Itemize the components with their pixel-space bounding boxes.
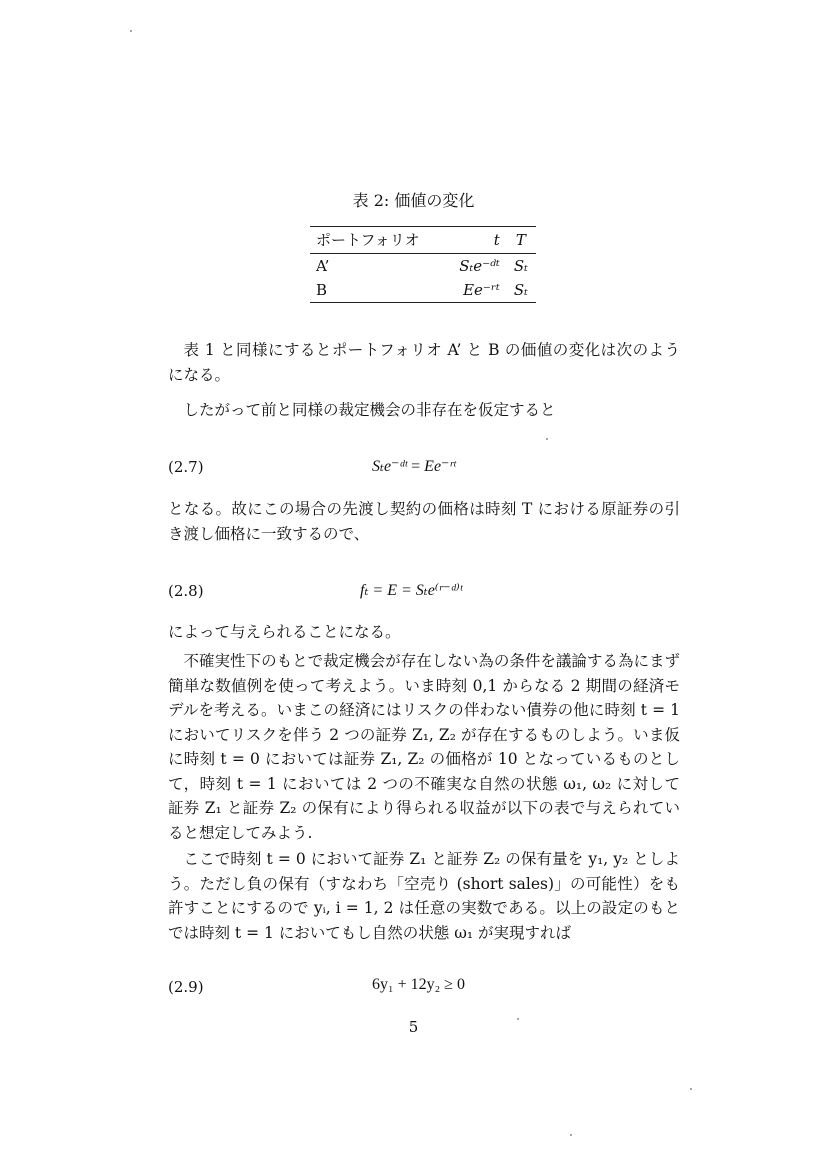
- table-row: [310, 254, 536, 279]
- paragraph-p5: 不確実性下のもとで裁定機会が存在しない為の条件を議論する為にまず簡単な数値例を使って考えよう。いま時刻 0,1 からなる 2 期間の経済モデルを考える。いまこの経済にはリスクの伴わない債券の他に時刻 t = 1 においてリスクを伴う 2 つの証券 Z₁, Z₂ が存在するものしよう。いま仮に時刻 t = 0 においては証券 Z₁, Z₂ の価格が 10 となっているものとして，時刻 t = 1 においては 2 つの不確実な自然の状態 ω₁, ω₂ に対して証券 Z₁ と証券 Z₂ の保有により得られる収益が以下の表で与えられていると想定してみよう.: [168, 652, 680, 842]
- row-a-T: Sₜ: [513, 257, 528, 275]
- paragraph-p4: によって与えられることになる。: [168, 623, 401, 641]
- equation-2-7-lhs: Sₜe⁻ᵈᵗ: [372, 458, 408, 475]
- header-portfolio: ポートフォリオ: [310, 227, 445, 254]
- scan-speck: [546, 438, 548, 440]
- paragraph-p3: となる。故にこの場合の先渡し契約の価格は時刻 T における原証券の引き渡し価格に一致するので、: [168, 500, 680, 543]
- scan-speck: [517, 1018, 519, 1020]
- header-T: T: [506, 227, 536, 254]
- row-b-T: Sₜ: [506, 278, 536, 303]
- row-b-portfolio: B: [310, 278, 445, 303]
- scan-speck: [570, 1134, 572, 1136]
- table-header-row: [310, 227, 536, 254]
- equation-number-2-9: (2.9): [168, 978, 204, 996]
- equation-number-2-8: (2.8): [168, 582, 204, 600]
- equation-2-9: 6y₁ + 12y₂ ≥ 0: [372, 976, 465, 993]
- equation-2-7-rhs: Ee⁻ʳᵗ: [424, 458, 456, 475]
- page-number: 5: [408, 1018, 419, 1036]
- paragraph-p6: ここで時刻 t = 0 において証券 Z₁ と証券 Z₂ の保有量を y₁, y₂ としよう。ただし負の保有（すなわち「空売り (short sales)」の可能性）をも許すことにするので yᵢ, i = 1, 2 は任意の実数である。以上の設定のもとでは時刻 t = 1 においてもし自然の状態 ω₁ が実現すれば: [168, 850, 680, 942]
- row-b-t: Ee⁻ʳᵗ: [445, 278, 506, 303]
- equation-number-2-7: (2.7): [168, 458, 204, 476]
- table-row: [310, 278, 536, 303]
- equation-2-7: [372, 456, 456, 476]
- row-a-t: Sₜe⁻ᵈᵗ: [459, 257, 500, 275]
- scan-speck: [130, 30, 132, 32]
- header-t: t: [445, 227, 506, 254]
- row-a-portfolio: A’: [316, 257, 330, 275]
- value-change-table: [310, 226, 536, 303]
- paragraph-p1: 表 1 と同様にするとポートフォリオ A’ と B の価値の変化は次のようになる。: [168, 341, 680, 384]
- table-caption: 表 2: 価値の変化: [352, 191, 475, 210]
- paragraph-p2: したがって前と同様の裁定機会の非存在を仮定すると: [183, 401, 556, 419]
- equation-2-7-op: =: [411, 458, 421, 475]
- scan-speck: [690, 1088, 692, 1090]
- equation-2-8: fₜ = E = Sₜe⁽ʳ⁻ᵈ⁾ᵗ: [360, 582, 463, 599]
